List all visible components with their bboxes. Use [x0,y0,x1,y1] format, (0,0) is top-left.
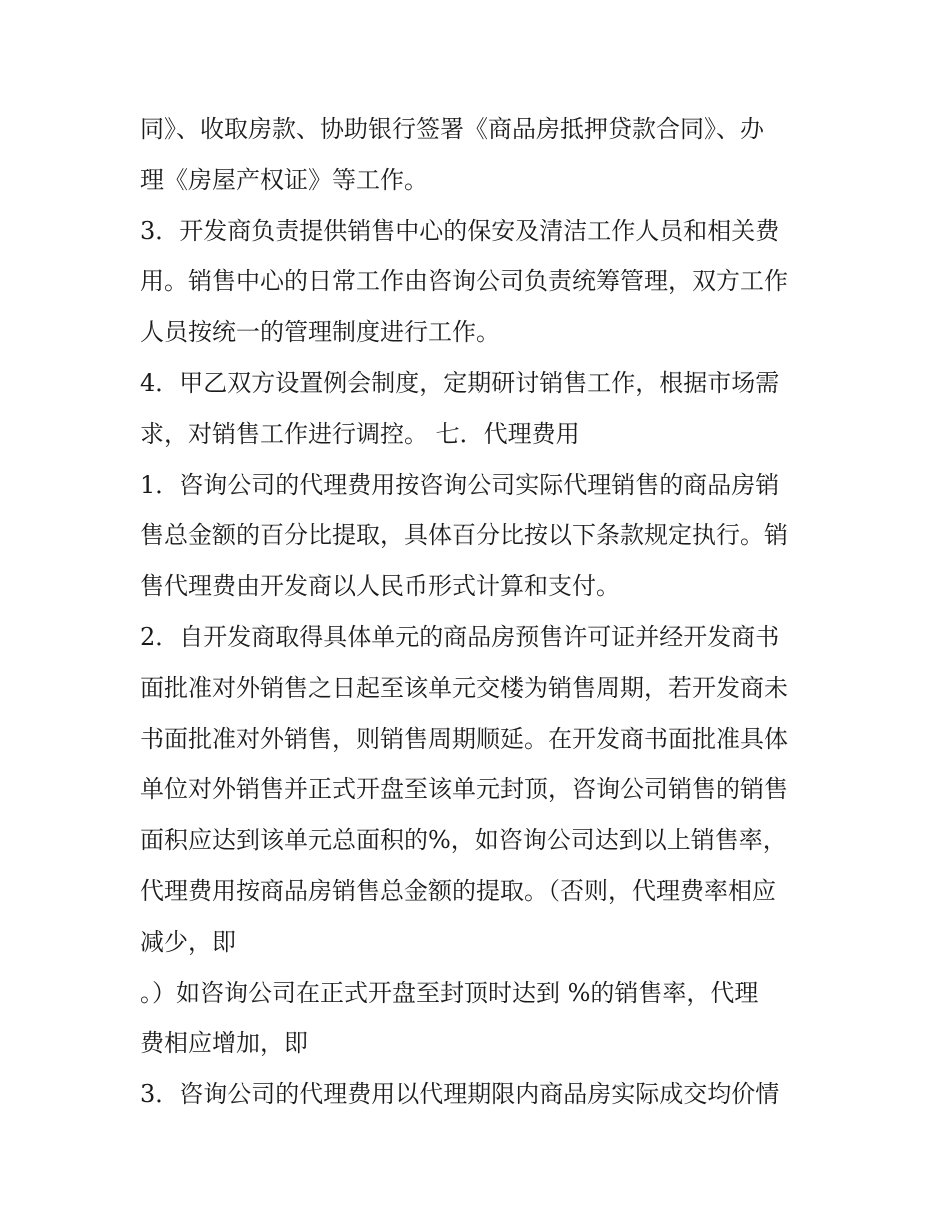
text-line-18: 。）如咨询公司在正式开盘至封顶时达到 %的销售率，代理 [140,978,759,1007]
text-line-20: 3．咨询公司的代理费用以代理期限内商品房实际成交均价情 [140,1080,780,1109]
text-line-5: 人员按统一的管理制度进行工作。 [140,318,500,347]
text-line-6: 4．甲乙双方设置例会制度，定期研讨销售工作，根据市场需 [140,368,780,397]
text-line-17: 减少，即 [140,927,236,956]
text-line-9: 售总金额的百分比提取，具体百分比按以下条款规定执行。销 [140,521,788,550]
text-line-14: 单位对外销售并正式开盘至该单元封顶，咨询公司销售的销售 [140,775,788,804]
text-line-15: 面积应达到该单元总面积的%，如咨询公司达到以上销售率， [140,826,787,855]
text-line-7: 求，对销售工作进行调控。 七．代理费用 [140,419,580,448]
text-line-11: 2．自开发商取得具体单元的商品房预售许可证并经开发商书 [140,622,780,651]
document-body [140,104,820,1120]
text-line-10: 售代理费由开发商以人民币形式计算和支付。 [140,572,620,601]
text-line-4: 用。销售中心的日常工作由咨询公司负责统筹管理，双方工作 [140,267,788,296]
text-line-2: 理《房屋产权证》等工作。 [140,165,428,194]
text-line-1: 同》、收取房款、协助银行签署《商品房抵押贷款合同》、办 [140,115,764,143]
text-line-16: 代理费用按商品房销售总金额的提取。（否则，代理费率相应 [140,876,776,905]
text-line-12: 面批准对外销售之日起至该单元交楼为销售周期，若开发商未 [140,673,788,702]
text-line-19: 费相应增加，即 [140,1029,308,1058]
text-line-13: 书面批准对外销售，则销售周期顺延。在开发商书面批准具体 [140,724,788,753]
text-line-8: 1．咨询公司的代理费用按咨询公司实际代理销售的商品房销 [140,470,780,499]
text-line-3: 3．开发商负责提供销售中心的保安及清洁工作人员和相关费 [140,216,780,245]
